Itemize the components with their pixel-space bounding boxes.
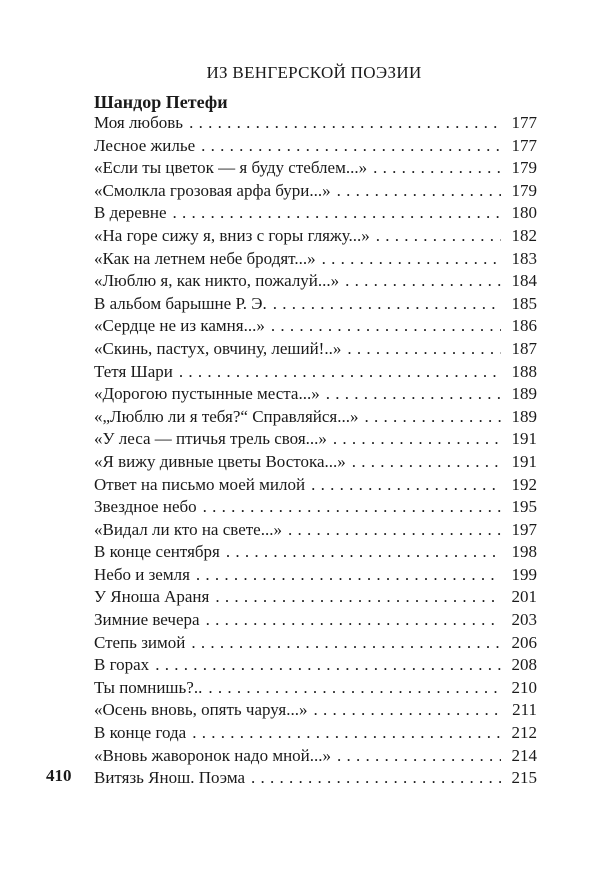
toc-entry-title: В конце сентября xyxy=(94,542,220,562)
toc-entry-title: Ты помнишь?.. xyxy=(94,677,203,697)
toc-entry-page: 191 xyxy=(511,429,537,449)
toc-entry xyxy=(94,586,537,609)
dot-leader xyxy=(201,135,501,158)
toc-entry-page: 177 xyxy=(511,113,537,132)
toc-entry-page: 192 xyxy=(511,474,537,494)
dot-leader xyxy=(345,270,501,293)
toc-entry-title: «Сердце не из камня...» xyxy=(94,316,265,336)
dot-leader xyxy=(192,722,501,745)
toc-entry-title: «На горе сижу я, вниз с горы гляжу...» xyxy=(94,225,370,245)
toc-entry xyxy=(94,496,537,519)
toc-entry-title: «Дорогою пустынные места...» xyxy=(94,384,320,404)
toc-entry-title: «Видал ли кто на свете...» xyxy=(94,519,282,539)
toc-entry xyxy=(94,202,537,225)
dot-leader xyxy=(365,406,502,429)
toc-entry-page: 180 xyxy=(511,203,537,223)
author-heading: Шандор Петефи xyxy=(94,92,228,112)
toc-entry xyxy=(94,677,537,700)
dot-leader xyxy=(337,180,501,203)
dot-leader xyxy=(206,609,501,632)
toc-entry-title: Зимние вечера xyxy=(94,610,200,630)
toc-entry-page: 208 xyxy=(511,655,537,675)
toc-entry-page: 177 xyxy=(511,135,537,155)
toc-entry-page: 184 xyxy=(511,271,537,291)
toc-entry-page: 199 xyxy=(511,564,537,584)
section-title: ИЗ ВЕНГЕРСКОЙ ПОЭЗИИ xyxy=(206,63,422,82)
dot-leader xyxy=(208,677,501,700)
dot-leader xyxy=(347,338,501,361)
toc-entry-title: В горах xyxy=(94,655,150,675)
dot-leader xyxy=(288,519,501,542)
toc-entry-page: 203 xyxy=(511,610,537,630)
toc-entry-title: «Осень вновь, опять чаруя...» xyxy=(94,700,308,720)
toc-entry xyxy=(94,609,537,632)
toc-entry xyxy=(94,225,537,248)
toc-entry-page: 198 xyxy=(511,542,537,562)
dot-leader xyxy=(173,202,502,225)
toc-entry xyxy=(94,135,537,158)
toc-entry-title: «„Люблю ли я тебя?“ Справляйся...» xyxy=(94,406,359,426)
toc-entry-title: «У леса — птичья трель своя...» xyxy=(94,429,327,449)
toc-entry xyxy=(94,699,537,722)
toc-entry xyxy=(94,722,537,745)
toc-entry-title: Степь зимой xyxy=(94,632,186,652)
dot-leader xyxy=(333,428,501,451)
toc-entry xyxy=(94,293,537,316)
dot-leader xyxy=(226,541,501,564)
toc-entry-page: 185 xyxy=(511,293,537,313)
page-number: 410 xyxy=(46,766,72,785)
toc-entry-page: 211 xyxy=(512,700,537,720)
toc-entry-page: 189 xyxy=(511,384,537,404)
table-of-contents xyxy=(94,112,537,790)
dot-leader xyxy=(313,699,501,722)
toc-entry xyxy=(94,406,537,429)
toc-entry-page: 179 xyxy=(511,180,537,200)
toc-entry-title: «Я вижу дивные цветы Востока...» xyxy=(94,451,346,471)
toc-entry-title: «Люблю я, как никто, пожалуй...» xyxy=(94,271,340,291)
toc-entry xyxy=(94,632,537,655)
toc-entry-title: У Яноша Араня xyxy=(94,587,210,607)
dot-leader xyxy=(352,451,501,474)
toc-entry-title: Моя любовь xyxy=(94,113,184,132)
toc-entry xyxy=(94,564,537,587)
toc-entry-title: «Вновь жаворонок надо мной...» xyxy=(94,745,332,765)
toc-entry xyxy=(94,248,537,271)
toc-entry-title: В конце года xyxy=(94,723,187,743)
toc-entry xyxy=(94,451,537,474)
toc-entry-title: В деревне xyxy=(94,203,167,223)
dot-leader xyxy=(273,293,501,316)
toc-entry-page: 201 xyxy=(511,587,537,607)
toc-entry xyxy=(94,383,537,406)
dot-leader xyxy=(196,564,501,587)
toc-entry-page: 195 xyxy=(511,497,537,517)
dot-leader xyxy=(376,225,501,248)
dot-leader xyxy=(311,474,501,497)
dot-leader xyxy=(215,586,501,609)
toc-entry xyxy=(94,315,537,338)
toc-entry-page: 188 xyxy=(511,361,537,381)
dot-leader xyxy=(203,496,501,519)
dot-leader xyxy=(326,383,501,406)
toc-entry xyxy=(94,654,537,677)
toc-entry xyxy=(94,745,537,768)
dot-leader xyxy=(155,654,501,677)
toc-entry-title: Витязь Янош. Поэма xyxy=(94,768,246,788)
toc-entry xyxy=(94,338,537,361)
toc-entry xyxy=(94,428,537,451)
toc-entry xyxy=(94,270,537,293)
toc-entry-page: 212 xyxy=(511,723,537,743)
toc-entry-title: «Смолкла грозовая арфа бури...» xyxy=(94,180,331,200)
dot-leader xyxy=(337,745,501,768)
toc-entry-page: 182 xyxy=(511,225,537,245)
toc-entry xyxy=(94,112,537,135)
dot-leader xyxy=(251,767,501,790)
toc-entry-page: 191 xyxy=(511,451,537,471)
toc-entry-page: 210 xyxy=(511,677,537,697)
dot-leader xyxy=(373,157,501,180)
toc-entry-title: «Как на летнем небе бродят...» xyxy=(94,248,316,268)
toc-entry-page: 215 xyxy=(511,768,537,788)
toc-entry xyxy=(94,541,537,564)
toc-entry-page: 189 xyxy=(511,406,537,426)
toc-entry xyxy=(94,519,537,542)
toc-entry xyxy=(94,361,537,384)
toc-entry-page: 183 xyxy=(511,248,537,268)
toc-entry-title: «Скинь, пастух, овчину, леший!..» xyxy=(94,338,342,358)
toc-entry xyxy=(94,474,537,497)
toc-entry xyxy=(94,767,537,790)
toc-entry-page: 186 xyxy=(511,316,537,336)
toc-entry-title: «Если ты цветок — я буду стеблем...» xyxy=(94,158,368,178)
toc-entry-title: Ответ на письмо моей милой xyxy=(94,474,306,494)
toc-entry-page: 206 xyxy=(511,632,537,652)
toc-entry-page: 187 xyxy=(511,338,537,358)
toc-entry-title: Небо и земля xyxy=(94,564,190,584)
toc-entry xyxy=(94,157,537,180)
dot-leader xyxy=(189,112,501,135)
dot-leader xyxy=(322,248,501,271)
toc-entry-title: Лесное жилье xyxy=(94,135,196,155)
toc-entry-title: В альбом барышне Р. Э. xyxy=(94,293,267,313)
toc-entry xyxy=(94,180,537,203)
toc-entry-title: Тетя Шари xyxy=(94,361,173,381)
toc-entry-title: Звездное небо xyxy=(94,497,197,517)
toc-entry-page: 179 xyxy=(511,158,537,178)
dot-leader xyxy=(191,632,501,655)
toc-entry-page: 197 xyxy=(511,519,537,539)
dot-leader xyxy=(179,361,501,384)
toc-entry-page: 214 xyxy=(511,745,537,765)
dot-leader xyxy=(271,315,501,338)
